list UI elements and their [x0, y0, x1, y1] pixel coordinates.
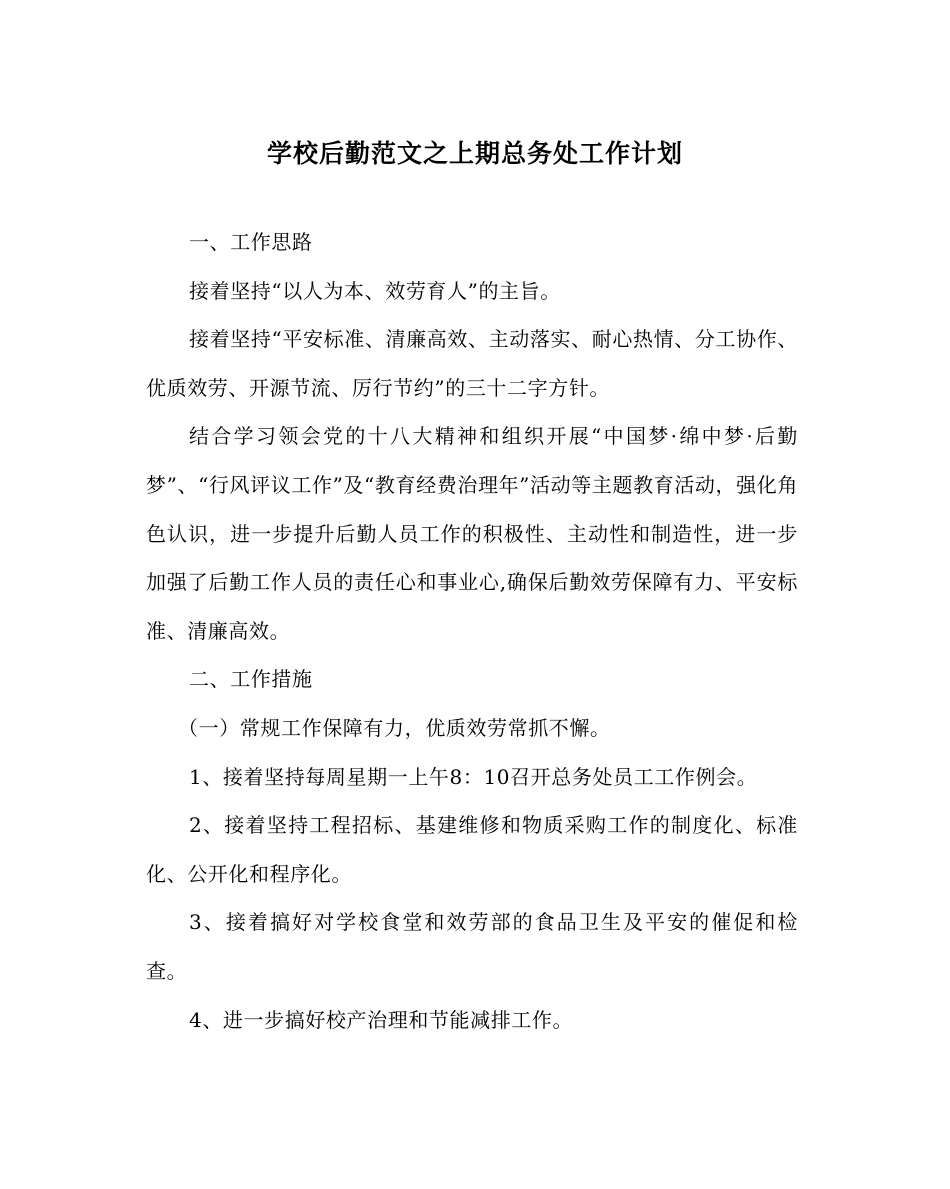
subsection-heading: （一）常规工作保障有力，优质效劳常抓不懈。 — [178, 715, 611, 740]
list-item: 2、接着坚持工程招标、基建维修和物质采购工作的制度化、标准化、公开化和程序化。 — [146, 813, 798, 886]
paragraph: 结合学习领会党的十八大精神和组织开展“中国梦·绵中梦·后勤梦”、“行风评议工作”及“教育经费治理年”活动等主题教育活动，强化角色认识，进一步提升后勤人员工作的积极性、主动性和制造性，进一步加强了后勤工作人员的责任心和事业心,确保后勤效劳保障有力、平安标准、清廉高效。 — [146, 424, 798, 643]
list-item: 4、进一步搞好校产治理和节能减排工作。 — [189, 1007, 574, 1032]
document-body — [146, 218, 798, 1044]
paragraph: 接着坚持“以人为本、效劳育人”的主旨。 — [189, 278, 561, 303]
list-item: 1、接着坚持每周星期一上午8：10召开总务处员工工作例会。 — [189, 764, 758, 789]
section-heading-work-measures: 二、工作措施 — [189, 667, 313, 692]
document-title: 学校后勤范文之上期总务处工作计划 — [266, 139, 683, 168]
paragraph: 接着坚持“平安标准、清廉高效、主动落实、耐心热情、分工协作、优质效劳、开源节流、厉行节约”的三十二字方针。 — [146, 327, 798, 400]
section-heading-work-approach: 一、工作思路 — [189, 230, 313, 254]
list-item: 3、接着搞好对学校食堂和效劳部的食品卫生及平安的催促和检查。 — [146, 910, 798, 983]
